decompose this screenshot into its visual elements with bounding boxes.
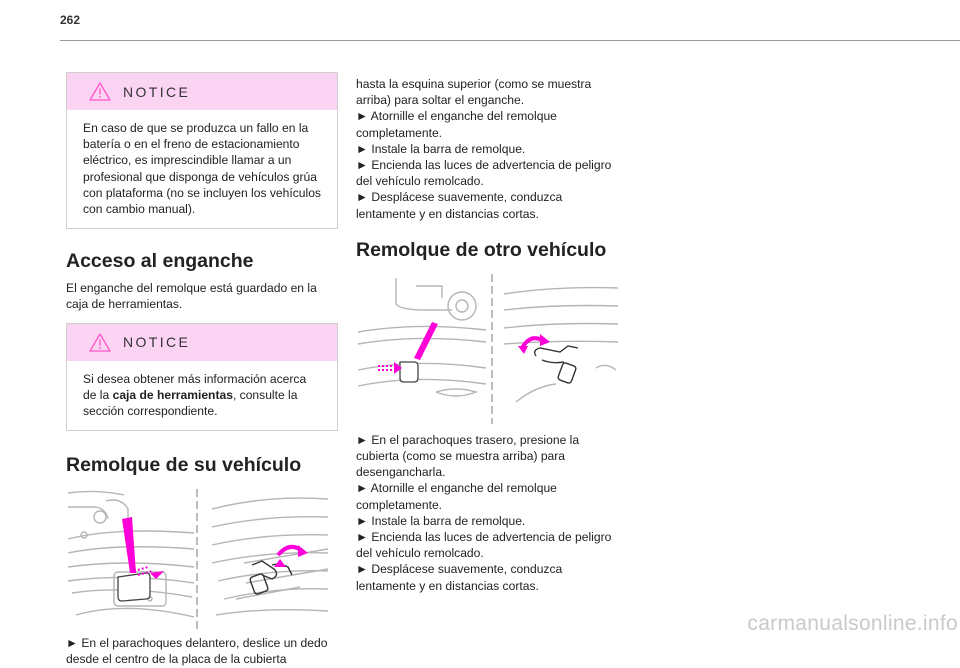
notice-box-battery xyxy=(66,72,338,229)
other-vehicle-steps xyxy=(356,432,624,594)
header-rule xyxy=(60,40,960,41)
continued-steps xyxy=(356,76,624,222)
notice-body xyxy=(67,361,337,431)
warning-triangle-icon xyxy=(89,333,111,352)
notice-title: NOTICE xyxy=(123,334,191,351)
step-line: ► Encienda las luces de advertencia de peligro del vehículo remolcado. xyxy=(356,158,612,189)
step-line: ► Instale la barra de remolque. xyxy=(356,513,526,528)
notice-text-part: , consulte la sección correspondiente. xyxy=(83,387,298,419)
notice-box-toolbox xyxy=(66,323,338,432)
step-line: ► Desplácese suavemente, conduzca lentamente y en distancias cortas. xyxy=(356,190,563,221)
section-text-access: El enganche del remolque está guardado en la caja de herramientas. xyxy=(66,281,317,312)
notice-text: En caso de que se produzca un fallo en la batería o en el freno de estacionamiento eléctrico, es imprescindible llamar a un profesional que disponga de vehículos grúa con plataforma (no se incluyen los vehículos con cambio manual). xyxy=(83,121,321,217)
footer-watermark: carmanualsonline.info xyxy=(747,612,958,635)
notice-text-part: Si desea obtener más información acerca de la xyxy=(83,371,307,402)
step-line: hasta la esquina superior (como se muestra arriba) para soltar el enganche. xyxy=(356,77,592,108)
notice-text-bold: caja de herramientas xyxy=(112,387,233,402)
step-line: ► Desplácese suavemente, conduzca lentamente y en distancias cortas. xyxy=(356,562,563,593)
step-line: ► Encienda las luces de advertencia de peligro del vehículo remolcado. xyxy=(356,530,612,561)
warning-triangle-icon xyxy=(89,82,111,101)
section-heading-access: Acceso al enganche xyxy=(66,250,254,273)
rear-bumper-drawing xyxy=(356,274,618,424)
step-line: ► Atornille el enganche del remolque completamente. xyxy=(356,109,557,140)
section-heading-other-vehicle: Remolque de otro vehículo xyxy=(356,238,607,261)
left-column xyxy=(66,72,338,668)
illustration-front-bumper xyxy=(66,489,328,631)
notice-header xyxy=(67,73,337,110)
step-line: ► Atornille el enganche del remolque completamente. xyxy=(356,481,557,512)
notice-body xyxy=(67,110,337,228)
section-heading-own-vehicle: Remolque de su vehículo xyxy=(66,454,302,477)
step-line: ► En el parachoques trasero, presione la cubierta (como se muestra arriba) para desengancharla. xyxy=(356,432,580,480)
notice-header xyxy=(67,324,337,361)
page-number: 262 xyxy=(60,13,81,27)
notice-text xyxy=(83,371,321,420)
section-text-own-vehicle: ► En el parachoques delantero, deslice un dedo desde el centro de la placa de la cubierta xyxy=(66,636,328,667)
notice-title: NOTICE xyxy=(123,83,191,100)
right-column xyxy=(356,76,624,594)
illustration-rear-bumper xyxy=(356,274,618,424)
step-line: ► Instale la barra de remolque. xyxy=(356,141,526,156)
front-bumper-drawing xyxy=(66,489,328,631)
